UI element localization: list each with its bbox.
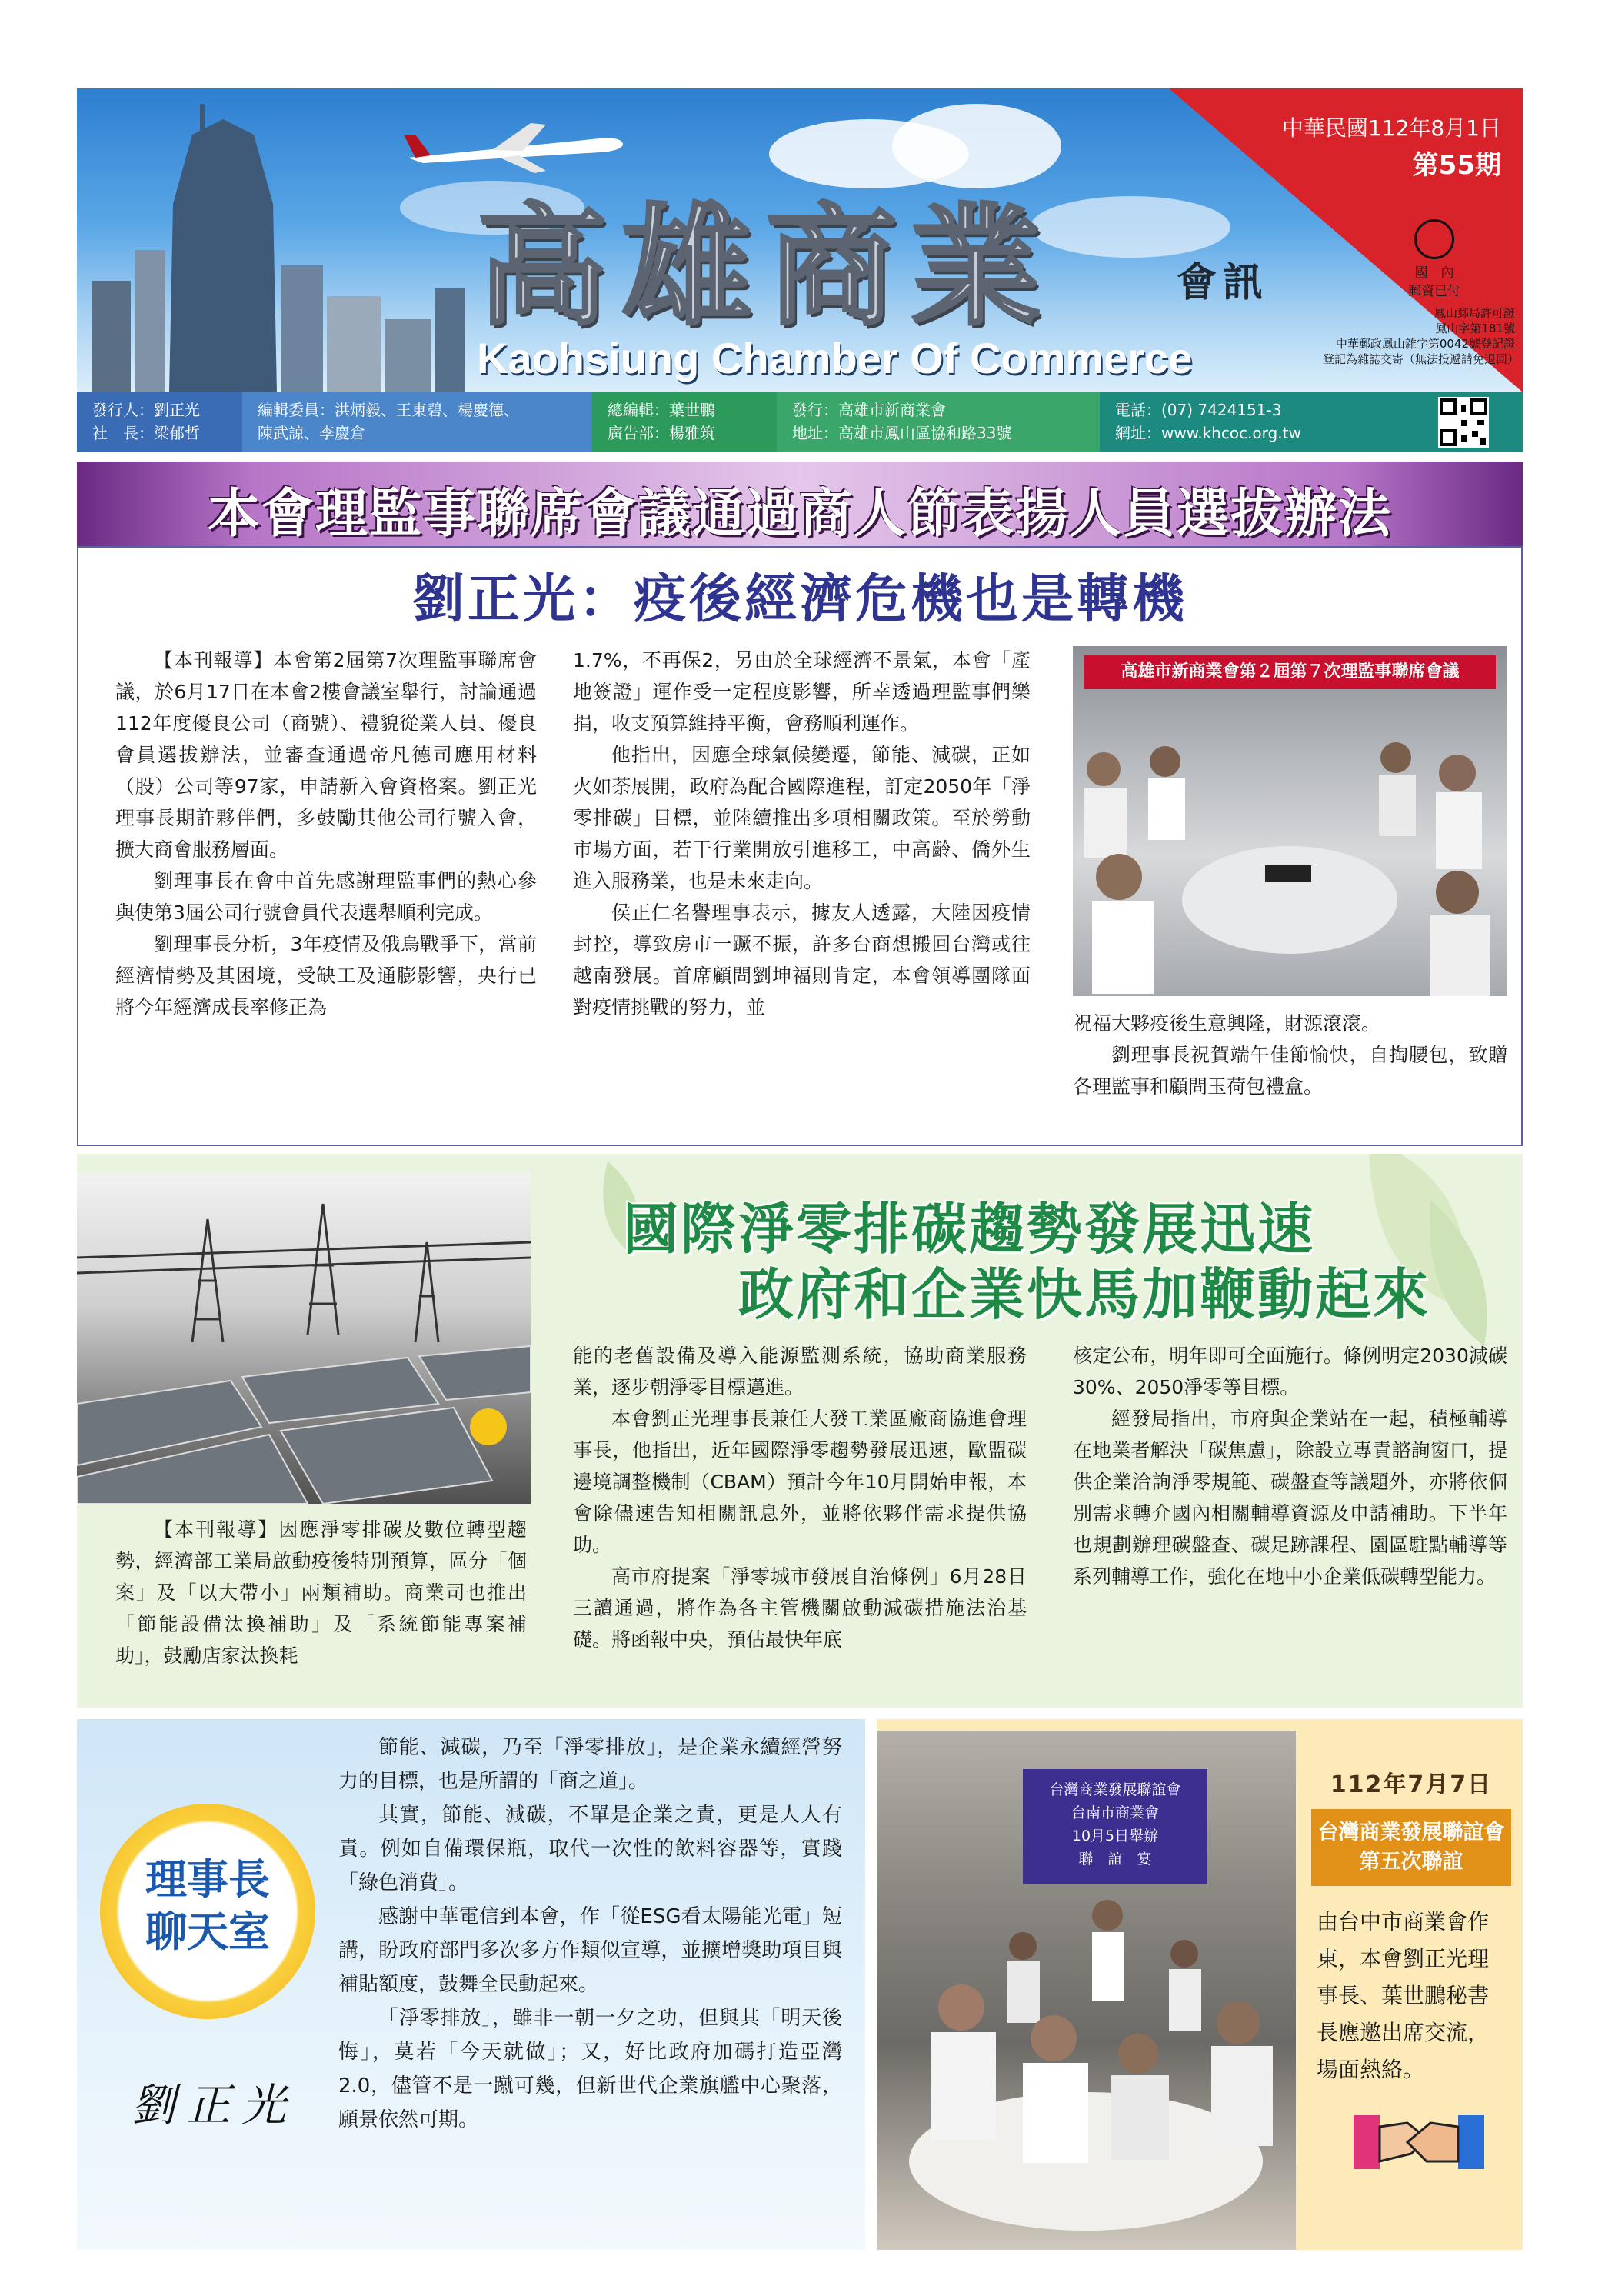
meeting-photo bbox=[1073, 646, 1507, 996]
chat-badge-title bbox=[100, 1854, 315, 1958]
president: 社 長：梁郁哲 bbox=[92, 424, 200, 442]
paragraph: 【本刊報導】本會第2屆第7次理監事聯席會議，於6月17日在本會2樓會議室舉行，討論通過112年度優良公司（商號）、禮貌從業人員、優良會員選拔辦法，並審查通過帝凡德司應用材料（股）公司等97家，申請新入會資格案。劉正光理事長期許夥伴們，多鼓勵其他公司行號入會，擴大商會服務層面。 bbox=[115, 649, 537, 861]
paragraph: 其實，節能、減碳，不單是企業之責，更是人人有責。例如自備環保瓶，取代一次性的飲料容器等，實踐「綠色消費」。 bbox=[338, 1804, 842, 1894]
badge-line: 理事長 bbox=[145, 1855, 270, 1904]
editors: 編輯委員：洪炳毅、王東碧、楊慶德、 bbox=[258, 401, 519, 419]
issuer: 發行：高雄市新商業會 bbox=[792, 401, 946, 419]
info-issuer bbox=[777, 392, 1100, 452]
event-label-line: 第五次聯誼 bbox=[1359, 1850, 1463, 1874]
paragraph: 能的老舊設備及導入能源監測系統，協助商業服務業，逐步朝淨零目標邁進。 bbox=[573, 1345, 1027, 1398]
event-description: 由台中市商業會作東，本會劉正光理事長、葉世鵬秘書長應邀出席交流，場面熱絡。 bbox=[1317, 1909, 1490, 2082]
screen-line: 台南市商業會 bbox=[1071, 1804, 1159, 1821]
section1-column-3 bbox=[1073, 1008, 1507, 1102]
section1-headline: 本會理監事聯席會議通過商人節表揚人員選拔辦法 bbox=[207, 484, 1392, 545]
paragraph: 他指出，因應全球氣候變遷，節能、減碳，正如火如荼展開，政府為配合國際進程，訂定2050年「淨零排碳」目標，並陸續推出多項相關政策。至於勞動市場方面，若干行業開放引進移工，中高齡、僑外生進入服務業，也是未來走向。 bbox=[573, 744, 1031, 892]
stamp-line: 郵資已付 bbox=[1408, 284, 1460, 299]
qr-code-icon[interactable] bbox=[1438, 397, 1489, 448]
masthead-subtitle: 會訊 bbox=[1177, 259, 1270, 306]
event-label bbox=[1311, 1809, 1511, 1886]
power-tower-solar-icon bbox=[77, 1173, 531, 1504]
headline-banner bbox=[77, 462, 1523, 546]
masthead-title: 高雄商業 bbox=[477, 190, 1056, 344]
chairman-signature: 劉正光 bbox=[131, 2079, 298, 2131]
paragraph: 侯正仁名譽理事表示，據友人透露，大陸因疫情封控，導致房市一蹶不振，許多台商想搬回台灣或往越南發展。首席顧問劉坤福則肯定，本會領導團隊面對疫情挑戰的努力，並 bbox=[573, 901, 1031, 1018]
badge-line: 聊天室 bbox=[145, 1908, 270, 1956]
postal-line: 登記為雜誌交寄（無法投遞請免退回） bbox=[1323, 352, 1520, 366]
masthead-english-title: Kaohsiung Chamber Of Commerce bbox=[477, 334, 1193, 382]
ad-department: 廣告部：楊雅筑 bbox=[608, 424, 715, 442]
event-date: 112年7月7日 bbox=[1330, 1771, 1493, 1798]
info-editors bbox=[242, 392, 592, 452]
section2-title-line-1: 國際淨零排碳趨勢發展迅速 bbox=[623, 1197, 1316, 1261]
publisher: 發行人：劉正光 bbox=[92, 401, 200, 419]
paragraph: 經發局指出，市府與企業站在一起，積極輔導在地業者解決「碳焦慮」，除設立專責諮詢窗口，提供企業洽詢淨零規範、碳盤查等議題外，亦將依個別需求轉介國內相關輔導資源及申請補助。下半年也規劃辦理碳盤查、碳足跡課程、園區駐點輔導等系列輔導工作，強化在地中小企業低碳轉型能力。 bbox=[1073, 1408, 1507, 1588]
chief-editor: 總編輯：葉世鵬 bbox=[608, 401, 715, 419]
screen-line: 聯 誼 宴 bbox=[1078, 1851, 1152, 1868]
paragraph: 高市府提案「淨零城市發展自治條例」6月28日三讀通過，將作為各主管機關啟動減碳措施法治基礎。將函報中央，預估最快年底 bbox=[573, 1565, 1027, 1651]
paragraph: 劉理事長分析，3年疫情及俄烏戰爭下，當前經濟情勢及其困境，受缺工及通膨影響，央行已將今年經濟成長率修正為 bbox=[115, 933, 537, 1018]
postage-stamp-icon bbox=[1414, 219, 1454, 259]
handshake-icon bbox=[1354, 2100, 1484, 2192]
screen-line: 10月5日舉辦 bbox=[1071, 1828, 1159, 1844]
section1-column-1 bbox=[115, 645, 537, 1023]
paragraph: 劉理事長祝賀端午佳節愉快，自掏腰包，致贈各理監事和顧問玉荷包禮盒。 bbox=[1073, 1044, 1507, 1098]
section2-column-2 bbox=[573, 1340, 1027, 1655]
issue-number: 第55期 bbox=[1412, 150, 1501, 181]
postal-line: 鳳山郵局許可證 bbox=[1434, 306, 1515, 320]
event-screen bbox=[1023, 1769, 1207, 1884]
section2-column-1 bbox=[115, 1514, 527, 1671]
paragraph: 核定公布，明年即可全面施行。條例明定2030減碳30%、2050淨零等目標。 bbox=[1073, 1345, 1507, 1398]
address: 地址：高雄市鳳山區協和路33號 bbox=[792, 424, 1012, 442]
info-qr bbox=[1407, 392, 1523, 452]
event-label-line: 台灣商業發展聯誼會 bbox=[1317, 1821, 1505, 1844]
paragraph: 劉理事長在會中首先感謝理監事們的熱心參與使第3屆公司行號會員代表選舉順利完成。 bbox=[115, 870, 537, 924]
paragraph: 節能、減碳，乃至「淨零排放」，是企業永續經營努力的目標，也是所謂的「商之道」。 bbox=[338, 1736, 842, 1793]
postage-stamp bbox=[1388, 219, 1480, 301]
paragraph: 「淨零排放」，雖非一朝一夕之功，但與其「明天後悔」，莫若「今天就做」；又，好比政府加碼打造亞灣2.0，儘管不是一蹴可幾，但新世代企業旗艦中心聚落，願景依然可期。 bbox=[338, 2007, 842, 2131]
info-chief-editor bbox=[592, 392, 777, 452]
section2-column-3 bbox=[1073, 1340, 1507, 1592]
section1-subhead: 劉正光：疫後經濟危機也是轉機 bbox=[411, 569, 1187, 630]
screen-line: 台灣商業發展聯誼會 bbox=[1049, 1781, 1181, 1798]
paragraph: 祝福大夥疫後生意興隆，財源滾滾。 bbox=[1073, 1012, 1381, 1035]
publisher-info-bar bbox=[77, 392, 1523, 452]
postal-line: 中華郵政鳳山雜字第0042號登記證 bbox=[1335, 337, 1515, 351]
chairman-chat-text bbox=[338, 1731, 842, 2137]
paragraph: 【本刊報導】因應淨零排碳及數位轉型趨勢，經濟部工業局啟動疫後特別預算，區分「個案」及「以大帶小」兩類補助。商業司也推出「節能設備汰換補助」及「系統節能專案補助」，鼓勵店家汰換耗 bbox=[115, 1518, 527, 1667]
postal-line: 鳳山字第181號 bbox=[1435, 322, 1515, 335]
editors-continued: 陳武諒、李慶倉 bbox=[258, 424, 365, 442]
info-contact bbox=[1100, 392, 1407, 452]
stamp-line: 國 內 bbox=[1414, 265, 1454, 281]
section2-title-line-2: 政府和企業快馬加鞭動起來 bbox=[738, 1262, 1431, 1327]
masthead bbox=[77, 88, 1523, 392]
website-link[interactable]: 網址：www.khcoc.org.tw bbox=[1115, 424, 1301, 442]
paragraph: 感謝中華電信到本會，作「從ESG看太陽能光電」短講，盼政府部門多次多方作類似宣導，並擴增獎助項目與補貼額度，鼓舞全民動起來。 bbox=[338, 1905, 842, 1996]
paragraph: 本會劉正光理事長兼任大發工業區廠商協進會理事長，他指出，近年國際淨零趨勢發展迅速，歐盟碳邊境調整機制（CBAM）預計今年10月開始申報，本會除儘速告知相關訊息外，並將依夥伴需求提供協助。 bbox=[573, 1408, 1027, 1556]
section1-column-2 bbox=[573, 645, 1031, 1023]
photo-banner: 高雄市新商業會第２屆第７次理監事聯席會議 bbox=[1084, 655, 1496, 689]
postal-registration bbox=[1323, 305, 1520, 367]
info-publisher bbox=[77, 392, 242, 452]
issue-date: 中華民國112年8月1日 bbox=[1281, 115, 1501, 141]
paragraph: 1.7%，不再保2，另由於全球經濟不景氣，本會「產地簽證」運作受一定程度影響，所幸透過理監事們樂捐，收支預算維持平衡，會務順利運作。 bbox=[573, 649, 1031, 735]
meeting-people-icon bbox=[1073, 646, 1507, 996]
phone: 電話：(07) 7424151-3 bbox=[1115, 401, 1282, 419]
solar-panel-photo bbox=[77, 1173, 531, 1504]
